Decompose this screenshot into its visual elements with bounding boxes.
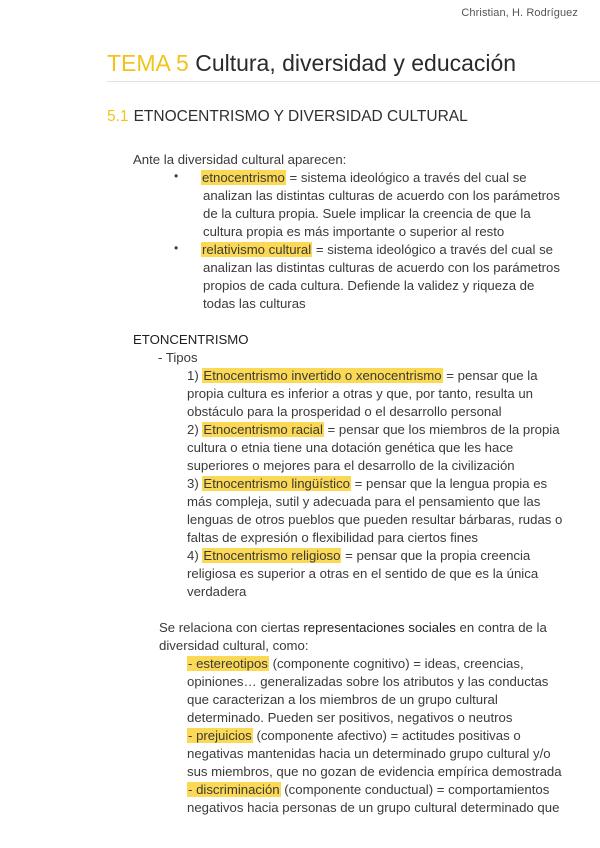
bullet-line: analizan las distintas culturas de acuerdo con los parámetros [203, 188, 560, 203]
representaciones-line: diversidad cultural, como: [159, 638, 309, 653]
representacion-item: - prejuicios (componente afectivo) = actitudes positivas o [188, 728, 521, 743]
highlight-term: etnocentrismo [202, 170, 285, 185]
highlight-term: - discriminación [188, 782, 280, 797]
tipo-item: 1) Etnocentrismo invertido o xenocentrismo = pensar que la [187, 368, 538, 383]
highlight-term: - prejuicios [188, 728, 252, 743]
tipos-label: - Tipos [158, 350, 198, 365]
representacion-line: sus miembros, que no gozan de evidencia empírica demostrada [187, 764, 562, 779]
representacion-item: - estereotipos (componente cognitivo) = ideas, creencias, [188, 656, 524, 671]
tipo-item: 3) Etnocentrismo lingüístico = pensar que la lengua propia es [187, 476, 548, 491]
representacion-line: que caracterizan a los miembros de un grupo cultural [187, 692, 498, 707]
highlight-term: - estereotipos [188, 656, 268, 671]
page-title [107, 49, 600, 82]
tipo-line: religiosa es superior a otras en el sentido de que es la única [187, 566, 539, 581]
bullet-item: etnocentrismo = sistema ideológico a través del cual se [202, 170, 527, 185]
section-number: 5.1 [107, 108, 129, 125]
bullet-dot-icon: • [174, 169, 179, 183]
intro-text: Ante la diversidad cultural aparecen: [133, 152, 347, 167]
highlight-term: relativismo cultural [202, 242, 312, 257]
etno-heading: ETONCENTRISMO [133, 332, 249, 347]
highlight-term: Etnocentrismo religioso [203, 548, 341, 563]
bullet-item: relativismo cultural = sistema ideológico a través del cual se [202, 242, 554, 257]
bullet-line: analizan las distintas culturas de acuerdo con los parámetros [203, 260, 560, 275]
tipo-line: más compleja, sutil y adecuada para el pensamiento que las [187, 494, 541, 509]
representacion-line: negativos hacia personas de un grupo cultural determinado que [187, 800, 560, 815]
tipo-line: lenguas de otros pueblos que pueden resultar bárbaras, rudas o [187, 512, 563, 527]
representaciones-intro: Se relaciona con ciertas representaciones sociales en contra de la [159, 620, 547, 635]
tipo-line: cultura o etnia tiene una dotación genética que les hace [187, 440, 514, 455]
tipo-line: verdadera [187, 584, 247, 599]
tipo-line: superiores o mejores para el desarrollo de la civilización [187, 458, 515, 473]
bullet-line: de la cultura propia. Suele implicar la creencia de que la [203, 206, 531, 221]
tipo-line: propia cultura es inferior a otras y que, por tanto, resulta un [187, 386, 533, 401]
tipo-item: 4) Etnocentrismo religioso = pensar que la propia creencia [187, 548, 531, 563]
title-text: Cultura, diversidad y educación [195, 50, 517, 76]
title-number: TEMA 5 [107, 50, 189, 76]
bold-term: representaciones sociales [303, 620, 456, 635]
representacion-line: opiniones… generalizadas sobre los atributos y las conductas [187, 674, 549, 689]
tipo-line: obstáculo para la prosperidad o el desarrollo personal [187, 404, 502, 419]
tipo-line: faltas de expresión o flexibilidad para ciertos fines [187, 530, 479, 545]
tipo-item: 2) Etnocentrismo racial = pensar que los miembros de la propia [187, 422, 560, 437]
representacion-item: - discriminación (componente conductual) = comportamientos [188, 782, 550, 797]
bullet-line: todas las culturas [203, 296, 306, 311]
highlight-term: Etnocentrismo lingüístico [203, 476, 351, 491]
representacion-line: negativas mantenidas hacia un determinado grupo cultural y/o [187, 746, 551, 761]
highlight-term: Etnocentrismo racial [203, 422, 323, 437]
bullet-line: cultura propia es más importante o superior al resto [203, 224, 505, 239]
section-heading [107, 107, 468, 127]
highlight-term: Etnocentrismo invertido o xenocentrismo [203, 368, 442, 383]
bullet-line: propios de cada cultura. Defiende la validez y riqueza de [203, 278, 535, 293]
representacion-line: determinado. Pueden ser positivos, negativos o neutros [187, 710, 513, 725]
author-name: Christian, H. Rodríguez [461, 7, 578, 19]
bullet-dot-icon: • [174, 241, 179, 255]
section-title: ETNOCENTRISMO Y DIVERSIDAD CULTURAL [133, 108, 468, 125]
